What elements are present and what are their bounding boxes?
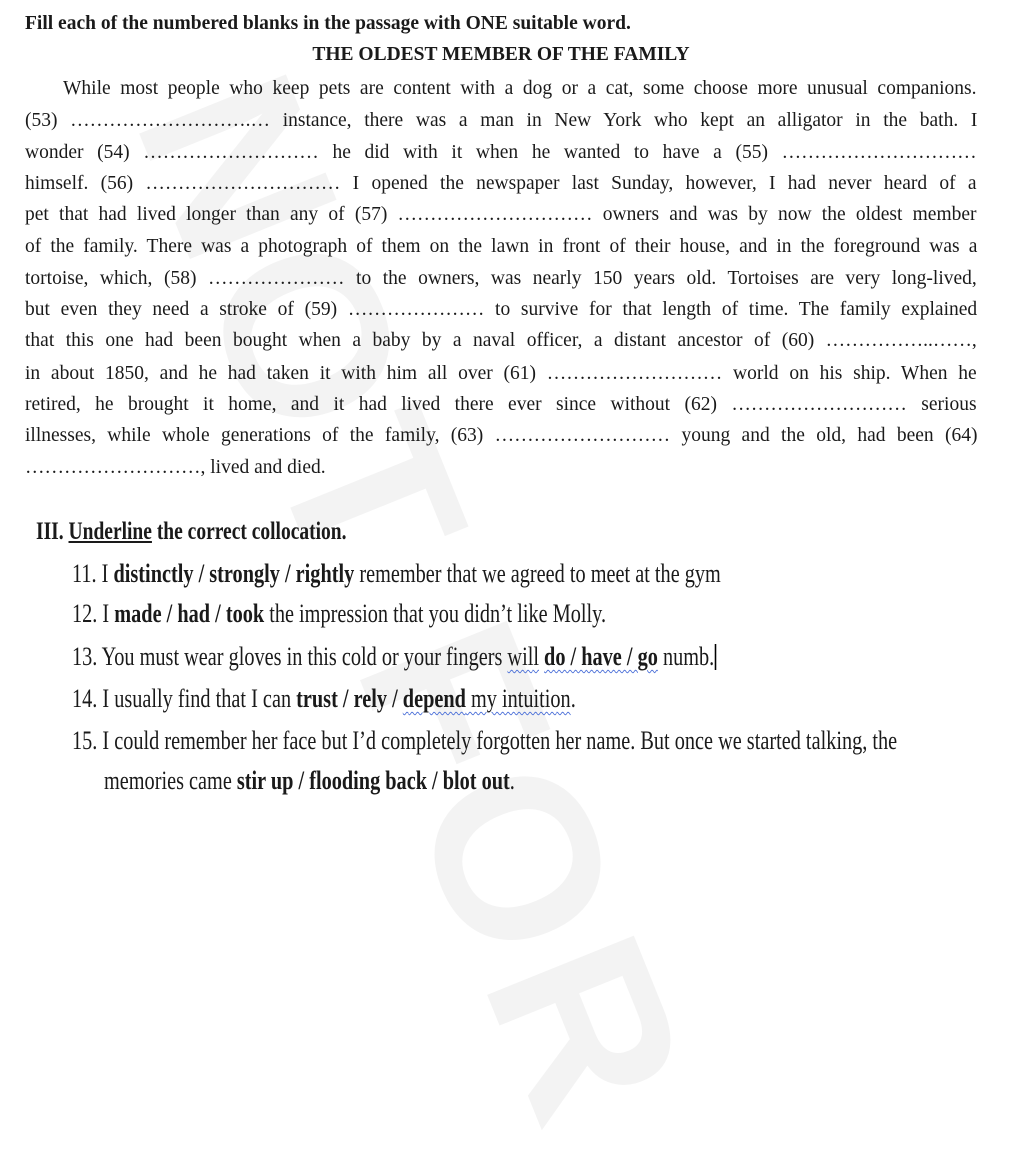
passage-line: ………………………, lived and died. bbox=[25, 457, 326, 478]
item-13-pre: 13. You must wear gloves in this cold or your fingers bbox=[72, 642, 508, 671]
instruction-heading: Fill each of the numbered blanks in the passage with ONE suitable word. bbox=[25, 13, 631, 34]
item-14-post: . bbox=[570, 684, 576, 713]
item-13 bbox=[72, 642, 717, 672]
item-13-spell-flag: will bbox=[507, 642, 539, 671]
item-15-line-1: 15. I could remember her face but I’d completely forgotten her name. But once we started talking, the bbox=[72, 726, 898, 755]
text-cursor bbox=[715, 644, 717, 670]
item-12-options: made / had / took bbox=[114, 599, 265, 628]
passage-title: THE OLDEST MEMBER OF THE FAMILY bbox=[312, 44, 690, 65]
passage-line: of the family. There was a photograph of them on the lawn in front of their house, and in the foreground was a bbox=[25, 236, 978, 257]
passage-line: tortoise, which, (58) ………………… to the owners, was nearly 150 years old. Tortoises are very long-lived, bbox=[25, 268, 977, 289]
item-15-pre: memories came bbox=[104, 766, 237, 795]
passage-line: retired, he brought it home, and it had lived there ever since without (62) ……………………… serious bbox=[25, 394, 977, 415]
item-11-post: remember that we agreed to meet at the gym bbox=[354, 559, 721, 588]
passage-line: illnesses, while whole generations of the family, (63) ……………………… young and the old, had been (64) bbox=[25, 425, 978, 446]
section-3-prefix: III. bbox=[36, 518, 69, 545]
item-12 bbox=[72, 599, 606, 629]
section-3-heading-rest: the correct collocation. bbox=[151, 518, 347, 545]
item-13-options: do / have / go bbox=[544, 642, 658, 671]
item-14-options: trust / rely / bbox=[296, 684, 403, 713]
item-11-options: distinctly / strongly / rightly bbox=[113, 559, 355, 588]
item-12-post: the impression that you didn’t like Molly. bbox=[264, 599, 607, 628]
passage-line: wonder (54) ……………………… he did with it when he wanted to have a (55) ………………………… bbox=[25, 142, 977, 163]
section-3-heading bbox=[36, 517, 347, 547]
section-3-underlined-word: Underline bbox=[68, 518, 152, 545]
item-14-pre: 14. I usually find that I can bbox=[72, 684, 297, 713]
item-11 bbox=[72, 559, 721, 589]
item-15-options: stir up / flooding back / blot out bbox=[236, 766, 510, 795]
passage-line: that this one had been bought when a baby by a naval officer, a distant ancestor of (60) ……………..……, bbox=[25, 330, 977, 351]
item-12-pre: 12. I bbox=[72, 599, 115, 628]
item-15-post: . bbox=[509, 766, 515, 795]
item-11-pre: 11. I bbox=[72, 559, 114, 588]
item-13-post: numb. bbox=[657, 642, 715, 671]
passage-line: but even they need a stroke of (59) ………………… to survive for that length of time. The family explained bbox=[25, 299, 978, 320]
passage-line: (53) ……………………….… instance, there was a man in New York who kept an alligator in the bath. I bbox=[25, 110, 978, 131]
passage-line: in about 1850, and he had taken it with him all over (61) ……………………… world on his ship. When he bbox=[25, 363, 977, 384]
passage-line: himself. (56) ………………………… I opened the newspaper last Sunday, however, I had never heard of a bbox=[25, 173, 977, 194]
passage-line: pet that had lived longer than any of (57) ………………………… owners and was by now the oldest member bbox=[25, 204, 977, 225]
item-14-spell-flag: my intuition bbox=[465, 684, 571, 713]
item-14 bbox=[72, 684, 576, 714]
item-15-line-2 bbox=[104, 766, 515, 796]
passage-line: While most people who keep pets are content with a dog or a cat, some choose more unusual companions. bbox=[63, 78, 977, 99]
item-14-option-depend: depend bbox=[402, 684, 466, 713]
